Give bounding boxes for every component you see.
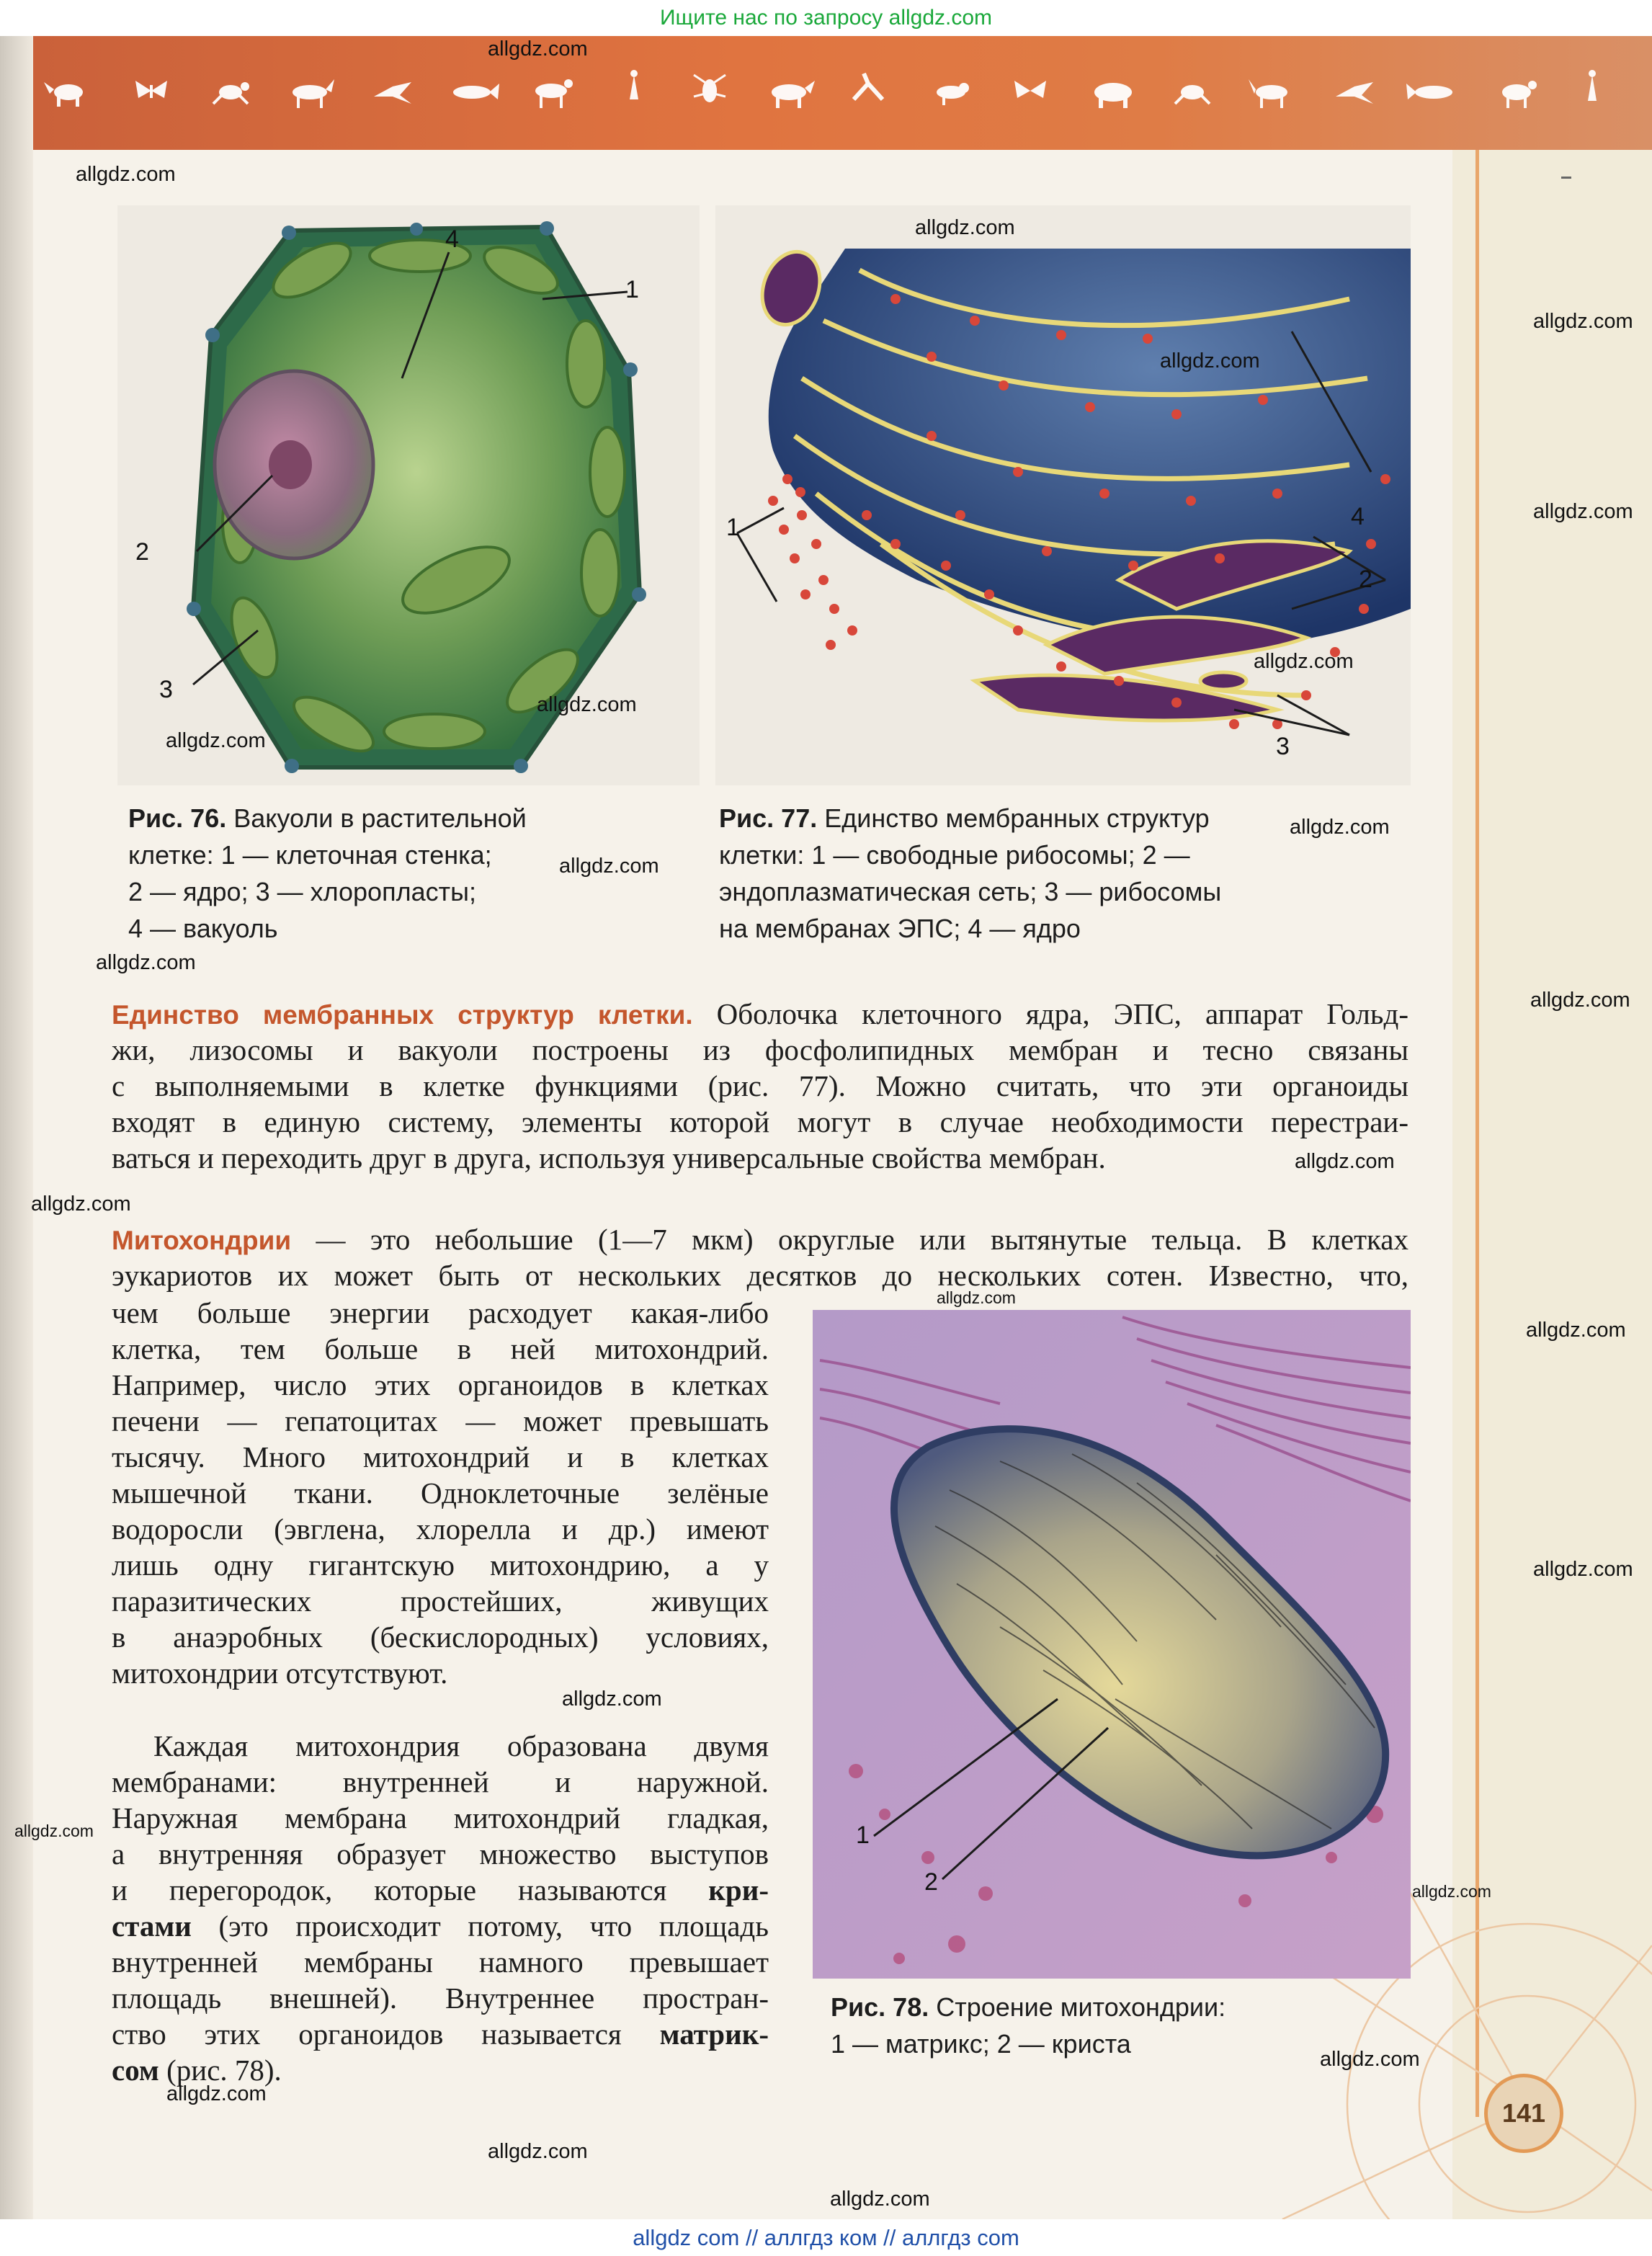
paragraph-line: эукариотов их может быть от нескольких десятков до нескольких сотен. Известно, что, [112, 1259, 1408, 1292]
watermark: allgdz.com [14, 1822, 94, 1840]
watermark: allgdz.com [1530, 989, 1630, 1012]
watermark: allgdz.com [1533, 500, 1633, 523]
fig76-caption-line: 4 — вакуоль [128, 914, 278, 943]
paragraph-line: паразитических простейших, живущих [112, 1584, 769, 1618]
paragraph-line: Оболочка клеточного ядра, ЭПС, аппарат Гольд- [692, 997, 1408, 1030]
paragraph-line: печени — гепатоцитах — может превышать [112, 1404, 769, 1437]
mitochondrion-illustration [813, 1310, 1411, 1979]
fig76-label-3: 3 [159, 676, 173, 703]
fig78-label-2: 2 [924, 1868, 938, 1896]
page-binding-edge [0, 36, 33, 2219]
paragraph-line: а внутренняя образует множество выступов [112, 1837, 769, 1871]
watermark: allgdz.com [1254, 650, 1354, 673]
margin-line [1475, 150, 1479, 2117]
watermark: allgdz.com [1533, 310, 1633, 333]
fig77-caption-line: клетки: 1 — свободные рибосомы; 2 — [719, 840, 1190, 870]
watermark: allgdz.com [166, 729, 266, 752]
fig77-label-3: 3 [1276, 733, 1290, 760]
watermark: allgdz.com [1320, 2048, 1420, 2071]
paragraph-line: входят в единую систему, элементы которой могут в случае необходимости перестраи- [112, 1105, 1408, 1138]
watermark: allgdz.com [1160, 349, 1260, 373]
fig77-caption-line: Единство мембранных структур [817, 803, 1210, 833]
paragraph-line: митохондрии отсутствуют. [112, 1657, 448, 1690]
paragraph-line: жи, лизосомы и вакуоли построены из фосфолипидных мембран и тесно связаны [112, 1033, 1408, 1066]
paragraph-line: Наружная мембрана митохондрий гладкая, [112, 1801, 769, 1834]
section-mitochondria-membranes [112, 1728, 769, 2088]
top-banner[interactable]: Ищите нас по запросу allgdz.com [0, 0, 1652, 36]
fig76-label-1: 1 [625, 276, 639, 303]
term-cristae: кри- [708, 1873, 769, 1907]
fig77-frame [715, 205, 1411, 785]
fig78-caption-line: 1 — матрикс; 2 — криста [831, 2029, 1131, 2059]
fig77-label-4: 4 [1351, 503, 1365, 530]
section-membrane-unity [112, 996, 1408, 1176]
membrane-structures-illustration [715, 205, 1411, 785]
watermark: allgdz.com [488, 37, 588, 61]
paragraph-line: ваться и переходить друг в друга, используя универсальные свойства мембран. [112, 1141, 1106, 1174]
fig76-label-4: 4 [445, 226, 459, 253]
fig78-frame [813, 1310, 1411, 1979]
paragraph-line: клетка, тем больше в ней митохондрий. [112, 1332, 769, 1365]
watermark: allgdz.com [166, 2082, 267, 2105]
margin-tick [1561, 177, 1571, 179]
section-mitochondria [112, 1221, 1408, 1293]
watermark: allgdz.com [1526, 1319, 1626, 1342]
paragraph-line: мышечной ткани. Одноклеточные зелёные [112, 1476, 769, 1510]
bottom-banner[interactable]: allgdz com // аллгдз ком // аллгдз com [0, 2219, 1652, 2256]
paragraph-line: (рис. 78). [158, 2054, 282, 2087]
fig76-caption-line: клетке: 1 — клеточная стенка; [128, 840, 492, 870]
paragraph-line: — это небольшие (1—7 мкм) округлые или вытянутые тельца. В клетках [291, 1223, 1408, 1256]
paragraph-line: Каждая митохондрия образована двумя [153, 1729, 769, 1762]
watermark: allgdz.com [31, 1192, 131, 1216]
fig76-caption-line: 2 — ядро; 3 — хлоропласты; [128, 877, 476, 906]
watermark: allgdz.com [830, 2188, 930, 2211]
watermark: allgdz.com [559, 855, 659, 878]
paragraph-line: водоросли (эвглена, хлорелла и др.) имеют [112, 1512, 769, 1546]
fig77-label-1: 1 [726, 514, 740, 541]
paragraph-line: с выполняемыми в клетке функциями (рис. 77). Можно считать, что эти органоиды [112, 1069, 1408, 1102]
paragraph-line: и перегородок, которые называются [112, 1873, 709, 1907]
watermark: allgdz.com [96, 951, 196, 974]
watermark: allgdz.com [1295, 1150, 1395, 1173]
section-heading: Единство мембранных структур клетки. [112, 1000, 693, 1030]
paragraph-line: Например, число этих органоидов в клетках [112, 1368, 769, 1401]
fig78-label-1: 1 [856, 1822, 870, 1849]
paragraph-line: чем больше энергии расходует какая-либо [112, 1296, 769, 1329]
paragraph-line: в анаэробных (бескислородных) условиях, [112, 1620, 769, 1654]
fig78-caption-line: Строение митохондрии: [929, 1992, 1226, 2022]
watermark: allgdz.com [937, 1288, 1016, 1307]
page-number-badge [1484, 2074, 1563, 2153]
fig77-caption-line: эндоплазматическая сеть; 3 — рибосомы [719, 877, 1222, 906]
header-band [0, 36, 1652, 150]
paragraph-line: ство этих органоидов называется [112, 2018, 660, 2051]
paragraph-line: площадь внешней). Внутреннее простран- [112, 1981, 769, 2015]
page-number: 141 [1501, 2098, 1546, 2128]
section-heading: Митохондрии [112, 1226, 292, 1255]
fig77-label-2: 2 [1359, 566, 1372, 593]
paragraph-line: тысячу. Много митохондрий и в клетках [112, 1440, 769, 1473]
fig78-caption-num: Рис. 78. [831, 1992, 929, 2022]
paragraph-line: внутренней мембраны намного превышает [112, 1945, 769, 1979]
fig77-caption-num: Рис. 77. [719, 803, 818, 833]
term-matrix: матрик- [659, 2018, 769, 2051]
paragraph-line: мембранами: внутренней и наружной. [112, 1765, 769, 1798]
watermark: allgdz.com [915, 216, 1015, 239]
term-matrix: сом [112, 2054, 159, 2087]
paragraph-line: (это происходит потому, что площадь [191, 1909, 769, 1943]
fig77-caption-line: на мембранах ЭПС; 4 — ядро [719, 914, 1081, 943]
watermark: allgdz.com [1412, 1882, 1491, 1901]
watermark: allgdz.com [488, 2140, 588, 2163]
fig76-label-2: 2 [135, 538, 149, 566]
watermark: allgdz.com [537, 693, 637, 716]
watermark: allgdz.com [562, 1687, 662, 1711]
fig76-caption-line: Вакуоли в растительной [226, 803, 527, 833]
term-cristae: стами [112, 1909, 192, 1943]
paragraph-line: лишь одну гигантскую митохондрию, а у [112, 1548, 769, 1582]
watermark: allgdz.com [76, 163, 176, 186]
animal-silhouettes-icon [0, 36, 1652, 150]
watermark: allgdz.com [1290, 816, 1390, 839]
watermark: allgdz.com [1533, 1558, 1633, 1581]
fig76-caption-num: Рис. 76. [128, 803, 227, 833]
section-mitochondria-column [112, 1295, 769, 1691]
